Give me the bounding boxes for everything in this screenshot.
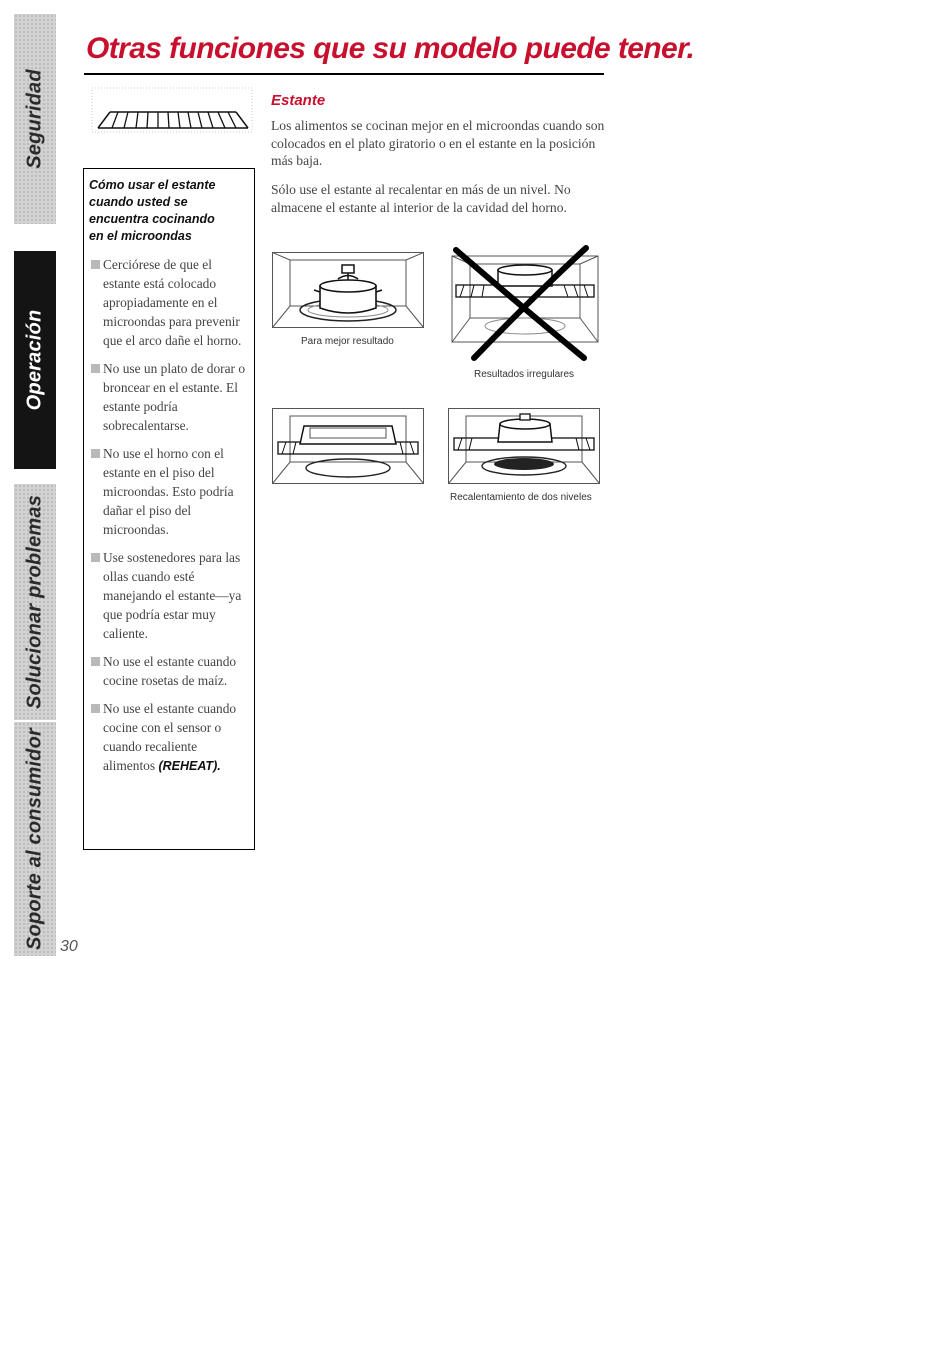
tip-item [89,652,252,690]
best-result-caption: Para mejor resultado [301,336,394,347]
tip-item [89,548,252,643]
tip-item [89,444,252,539]
two-level-figure-left [272,408,424,484]
tab-operacion[interactable] [14,251,56,469]
bullet-square-icon [91,449,100,458]
section-heading: Estante [271,92,326,109]
sidebar-heading-line: encuentra cocinando [89,212,215,226]
sidebar-heading-line: en el microondas [89,229,192,243]
two-level-figure-right [448,408,600,484]
section-paragraph-2: Sólo use el estante al recalentar en más de un nivel. No almacene el estante al interior de la cavidad del horno. [271,182,571,215]
tip-text: No use el horno con el estante en el piso del microondas. Esto podría dañar el piso del microondas. [103,446,234,537]
bullet-square-icon [91,364,100,373]
tab-label: Soporte al consumidor [23,727,46,951]
tip-item [89,699,252,776]
bullet-square-icon [91,260,100,269]
reheat-key-label: (REHEAT). [158,759,221,773]
tab-label: Seguridad [23,69,46,169]
tip-text: No use un plato de dorar o broncear en el estante. El estante podría sobrecalentarse. [103,361,246,433]
section-paragraph-1: Los alimentos se cocinan mejor en el microondas cuando son colocados en el plato giratorio o en el estante en la posición más baja. [271,118,605,168]
tab-solucionar-problemas[interactable] [14,484,56,720]
irregular-result-figure [446,242,600,362]
shelf-illustration [88,84,258,136]
tip-text: Cerciórese de que el estante está colocado apropiadamente en el microondas para prevenir que el arco dañe el horno. [103,257,242,348]
bullet-square-icon [91,704,100,713]
page-title: Otras funciones que su modelo puede tener. [86,32,695,65]
best-result-figure [272,252,424,328]
bullet-square-icon [91,657,100,666]
tip-text: Use sostenedores para las ollas cuando esté manejando el estante—ya que podría estar muy caliente. [103,550,242,641]
irregular-result-caption: Resultados irregulares [474,369,575,380]
tab-label: Operación [23,309,46,411]
sidebar-heading-line: cuando usted se [89,195,188,209]
sidebar-heading [89,177,252,245]
bullet-square-icon [91,553,100,562]
tab-label: Solucionar problemas [23,494,46,710]
tip-item [89,359,252,435]
tab-seguridad[interactable] [14,14,56,224]
tip-text: No use el estante cuando cocine con el sensor o cuando recaliente alimentos [103,701,237,773]
page-number: 30 [60,938,78,955]
title-rule [84,73,604,75]
two-level-caption: Recalentamiento de dos niveles [450,492,592,503]
side-tab-strip [14,14,56,956]
rack-usage-sidebar [83,168,255,850]
tab-soporte-al-consumidor[interactable] [14,722,56,956]
tip-text: No use el estante cuando cocine rosetas de maíz. [103,654,237,688]
tip-item [89,255,252,350]
sidebar-heading-line: Cómo usar el estante [89,178,216,192]
